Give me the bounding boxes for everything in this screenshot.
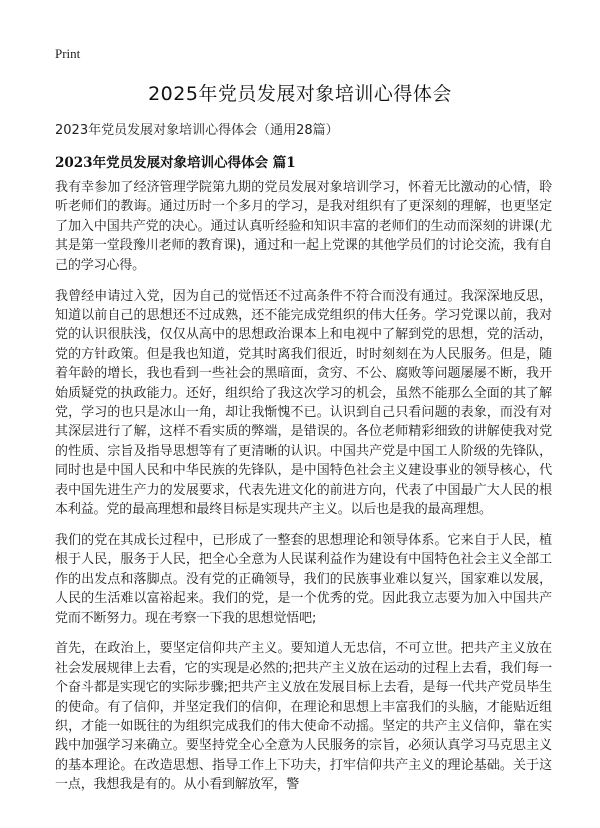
article-body [55, 178, 552, 806]
document-subtitle: 2023年党员发展对象培训心得体会（通用28篇） [55, 123, 339, 138]
paragraph-4: 首先，在政治上，要坚定信仰共产主义。要知道人无忠信，不可立世。把共产主义放在社会发展规律上去看，它的实现是必然的;把共产主义放在运动的过程上去看，我们每一个奋斗都是实现它的实际步骤;把共产主义放在发展目标上去看，是每一代共产党员毕生的使命。有了信仰，并坚定我们的信仰，在理论和思想上丰富我们的头脑，才能贴近组织，才能一如既往的为组织完成我们的伟大使命不动摇。坚定的共产主义信仰，靠在实践中加强学习来确立。要坚持党全心全意为人民服务的宗旨，必须认真学习马克思主义的基本理论。在改造思想、指导工作上下功夫，打牢信仰共产主义的理论基础。关于这一点，我想我是有的。从小看到解放军，警 [55, 641, 552, 793]
page-title: 2025年党员发展对象培训心得体会 [148, 83, 452, 105]
paragraph-2: 我曾经申请过入党，因为自己的觉悟还不过高条件不符合而没有通过。我深深地反思，知道以前自己的思想还不过成熟，还不能完成党组织的伟大任务。学习党课以前，我对党的认识很肤浅，仅仅从高中的思想政治课本上和电视中了解到党的思想，党的活动，党的方针政策。但是我也知道，党其时离我们很近，时时刻刻在为人民服务。但是，随着年龄的增长，我也看到一些社会的黑暗面，贪穷、不公、腐败等问题屡屡不断，我开始质疑党的执政能力。还好，组织给了我这次学习的机会，虽然不能那么全面的其了解党，学习的也只是冰山一角，却让我惭愧不已。认识到自己只看问题的表象，而没有对其深层进行了解，这样不看实质的弊端，是错误的。各位老师精彩细致的讲解使我对党的性质、宗旨及指导思想等有了更清晰的认识。中国共产党是中国工人阶级的先锋队，同时也是中国人民和中华民族的先锋队，是中国特色社会主义建设事业的领导核心，代表中国先进生产力的发展要求，代表先进文化的前进方向，代表了中国最广大人民的根本利益。党的最高理想和最终目标是实现共产主义。以后也是我的最高理想。 [55, 288, 552, 517]
paragraph-3: 我们的党在其成长过程中，已形成了一整套的思想理论和领导体系。它来自于人民，植根于人民，服务于人民，把全心全意为人民谋利益作为建设有中国特色社会主义全部工作的出发点和落脚点。没有党的正确领导，我们的民族事业难以复兴，国家难以发展，人民的生活难以富裕起来。我们的党，是一个优秀的党。因此我立志要为加入中国共产党而不断努力。现在考察一下我的思想觉悟吧; [55, 532, 552, 626]
print-label[interactable]: Print [55, 46, 81, 61]
section-heading: 2023年党员发展对象培训心得体会 篇1 [55, 155, 296, 171]
paragraph-1: 我有幸参加了经济管理学院第九期的党员发展对象培训学习，怀着无比激动的心情，聆听老师们的教诲。通过历时一个多月的学习，是我对组织有了更深刻的理解，也更坚定了加入中国共产党的决心。通过认真听经验和知识丰富的老师们的生动而深刻的讲课(尤其是第一堂段豫川老师的教育课)，通过和一起上党课的其他学员们的讨论交流，我有自己的学习心得。 [55, 180, 552, 273]
